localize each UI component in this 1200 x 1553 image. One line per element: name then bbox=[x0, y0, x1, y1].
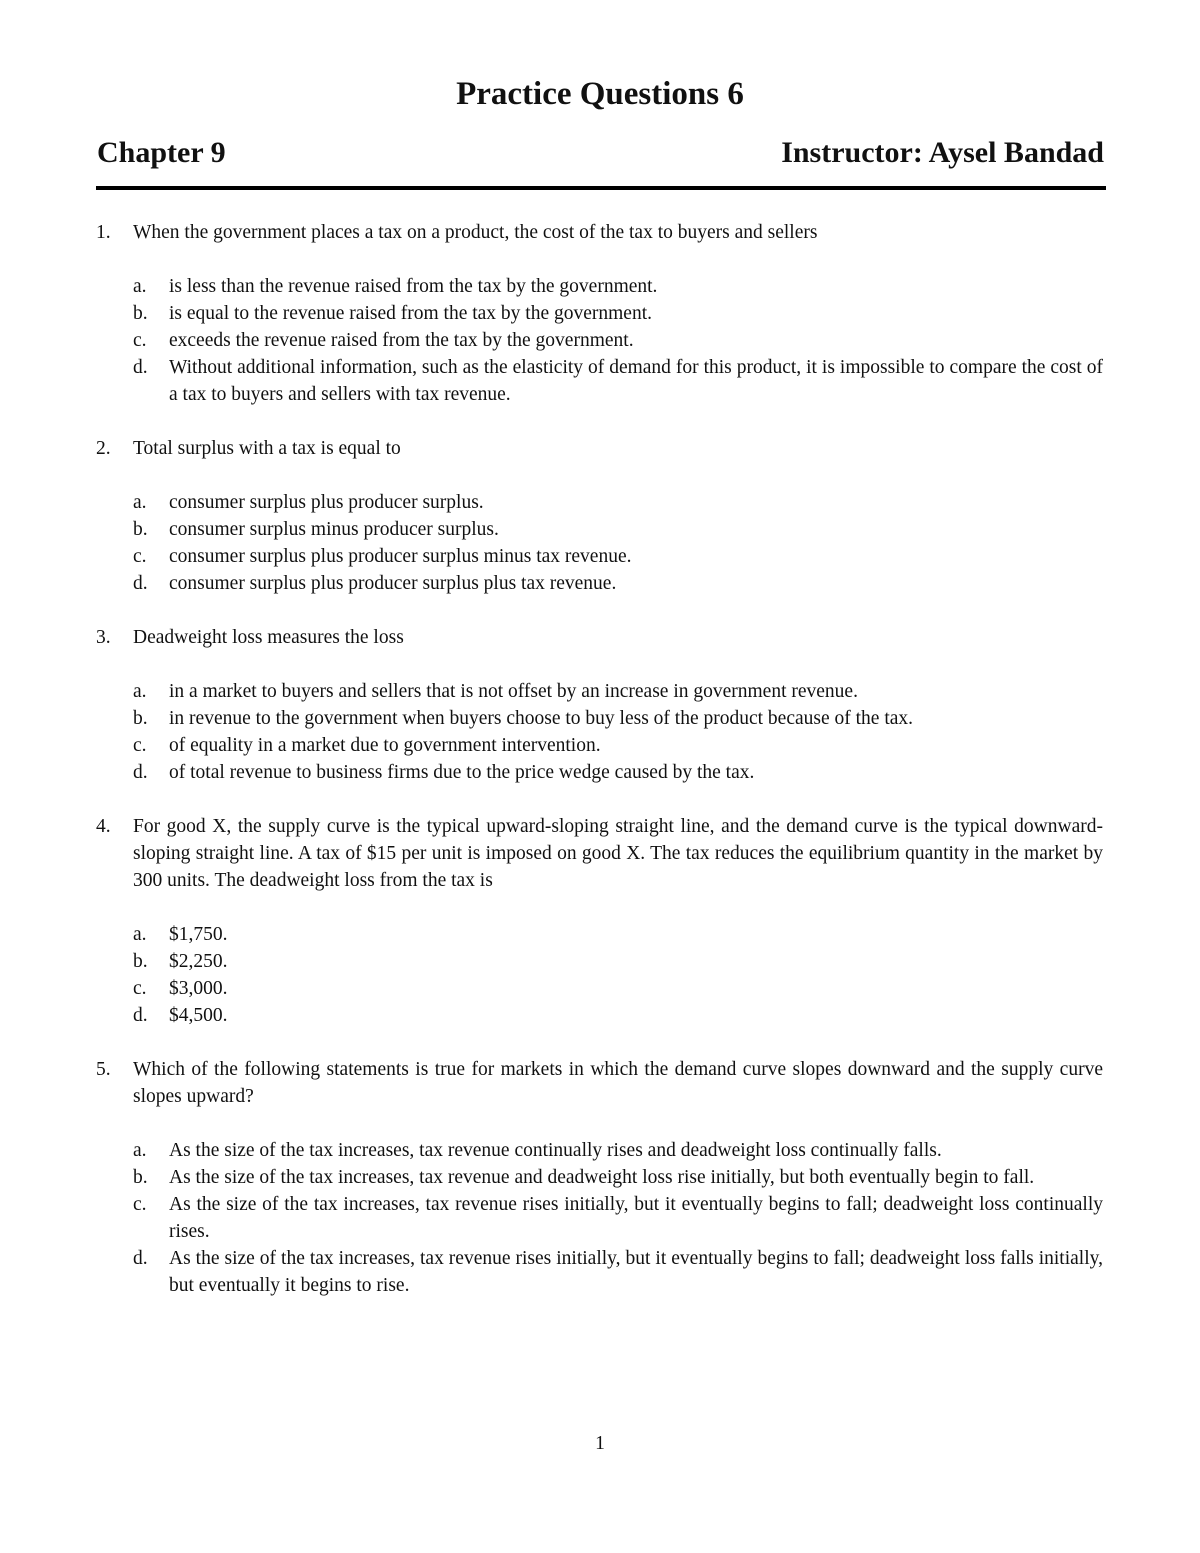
question-3 bbox=[96, 624, 1103, 786]
option-a bbox=[133, 1137, 1103, 1164]
option-letter: d. bbox=[133, 1248, 148, 1269]
question-stem bbox=[96, 219, 1103, 246]
question-number: 1. bbox=[96, 222, 111, 243]
question-text: When the government places a tax on a product, the cost of the tax to buyers and sellers bbox=[133, 222, 818, 243]
option-text: is equal to the revenue raised from the tax by the government. bbox=[169, 303, 653, 324]
option-letter: b. bbox=[133, 303, 148, 324]
option-a bbox=[133, 273, 1103, 300]
option-d bbox=[133, 1245, 1103, 1299]
option-text: consumer surplus plus producer surplus plus tax revenue. bbox=[169, 573, 617, 594]
option-text: of equality in a market due to government intervention. bbox=[169, 735, 601, 756]
option-list bbox=[133, 921, 1103, 1029]
option-letter: a. bbox=[133, 681, 147, 702]
option-b bbox=[133, 300, 1103, 327]
option-letter: a. bbox=[133, 924, 147, 945]
option-b bbox=[133, 948, 1103, 975]
option-letter: d. bbox=[133, 1005, 148, 1026]
option-list bbox=[133, 1137, 1103, 1299]
option-list bbox=[133, 678, 1103, 786]
page-title: Practice Questions 6 bbox=[456, 76, 744, 112]
header-divider bbox=[96, 186, 1106, 190]
option-list bbox=[133, 489, 1103, 597]
option-letter: a. bbox=[133, 276, 147, 297]
question-list bbox=[96, 219, 1103, 1326]
page-number: 1 bbox=[595, 1433, 605, 1454]
question-4 bbox=[96, 813, 1103, 1029]
option-text: $1,750. bbox=[169, 924, 228, 945]
option-a bbox=[133, 489, 1103, 516]
option-text: $3,000. bbox=[169, 978, 228, 999]
option-letter: d. bbox=[133, 573, 148, 594]
option-letter: c. bbox=[133, 546, 147, 567]
option-b bbox=[133, 1164, 1103, 1191]
question-1 bbox=[96, 219, 1103, 408]
option-letter: b. bbox=[133, 519, 148, 540]
option-text: in a market to buyers and sellers that is not offset by an increase in government revenue. bbox=[169, 681, 858, 702]
question-number: 4. bbox=[96, 816, 111, 837]
option-c bbox=[133, 732, 1103, 759]
option-text: As the size of the tax increases, tax revenue rises initially, but it eventually begins to fall; deadweight loss continually rises. bbox=[169, 1194, 1103, 1242]
question-stem bbox=[96, 435, 1103, 462]
option-text: Without additional information, such as the elasticity of demand for this product, it is impossible to compare the cost of a tax to buyers and sellers with tax revenue. bbox=[169, 357, 1103, 405]
question-text: Total surplus with a tax is equal to bbox=[133, 438, 401, 459]
option-letter: c. bbox=[133, 1194, 147, 1215]
option-b bbox=[133, 705, 1103, 732]
option-text: $4,500. bbox=[169, 1005, 228, 1026]
option-text: consumer surplus plus producer surplus minus tax revenue. bbox=[169, 546, 632, 567]
question-text: Deadweight loss measures the loss bbox=[133, 627, 404, 648]
option-letter: d. bbox=[133, 762, 148, 783]
question-5 bbox=[96, 1056, 1103, 1299]
option-c bbox=[133, 327, 1103, 354]
option-text: of total revenue to business firms due to the price wedge caused by the tax. bbox=[169, 762, 755, 783]
option-d bbox=[133, 354, 1103, 408]
option-letter: b. bbox=[133, 708, 148, 729]
question-2 bbox=[96, 435, 1103, 597]
option-text: in revenue to the government when buyers choose to buy less of the product because of the tax. bbox=[169, 708, 914, 729]
option-c bbox=[133, 1191, 1103, 1245]
instructor-label: Instructor: Aysel Bandad bbox=[781, 136, 1104, 169]
option-d bbox=[133, 1002, 1103, 1029]
option-c bbox=[133, 543, 1103, 570]
option-text: is less than the revenue raised from the tax by the government. bbox=[169, 276, 658, 297]
question-number: 2. bbox=[96, 438, 111, 459]
option-d bbox=[133, 570, 1103, 597]
option-b bbox=[133, 516, 1103, 543]
option-letter: b. bbox=[133, 951, 148, 972]
option-letter: c. bbox=[133, 978, 147, 999]
question-stem bbox=[96, 1056, 1103, 1110]
option-letter: c. bbox=[133, 735, 147, 756]
option-letter: d. bbox=[133, 357, 148, 378]
option-text: As the size of the tax increases, tax revenue continually rises and deadweight loss continually falls. bbox=[169, 1140, 942, 1161]
question-number: 3. bbox=[96, 627, 111, 648]
option-list bbox=[133, 273, 1103, 408]
question-text: Which of the following statements is true for markets in which the demand curve slopes downward and the supply curve slopes upward? bbox=[133, 1059, 1103, 1107]
option-text: consumer surplus minus producer surplus. bbox=[169, 519, 499, 540]
option-text: $2,250. bbox=[169, 951, 228, 972]
option-text: As the size of the tax increases, tax revenue and deadweight loss rise initially, but both eventually begin to fall. bbox=[169, 1167, 1035, 1188]
header-row bbox=[97, 131, 1104, 175]
option-text: As the size of the tax increases, tax revenue rises initially, but it eventually begins to fall; deadweight loss falls initially, but eventually it begins to rise. bbox=[169, 1248, 1103, 1296]
option-c bbox=[133, 975, 1103, 1002]
option-text: consumer surplus plus producer surplus. bbox=[169, 492, 484, 513]
question-number: 5. bbox=[96, 1059, 111, 1080]
question-stem bbox=[96, 624, 1103, 651]
option-letter: b. bbox=[133, 1167, 148, 1188]
option-a bbox=[133, 678, 1103, 705]
option-letter: a. bbox=[133, 1140, 147, 1161]
option-a bbox=[133, 921, 1103, 948]
chapter-label: Chapter 9 bbox=[97, 136, 226, 169]
option-letter: c. bbox=[133, 330, 147, 351]
option-text: exceeds the revenue raised from the tax by the government. bbox=[169, 330, 634, 351]
question-stem bbox=[96, 813, 1103, 894]
question-text: For good X, the supply curve is the typical upward-sloping straight line, and the demand curve is the typical downward-sloping straight line. A tax of $15 per unit is imposed on good X. The tax reduces the equilibrium quantity in the market by 300 units. The deadweight loss from the tax is bbox=[133, 816, 1103, 891]
option-d bbox=[133, 759, 1103, 786]
option-letter: a. bbox=[133, 492, 147, 513]
